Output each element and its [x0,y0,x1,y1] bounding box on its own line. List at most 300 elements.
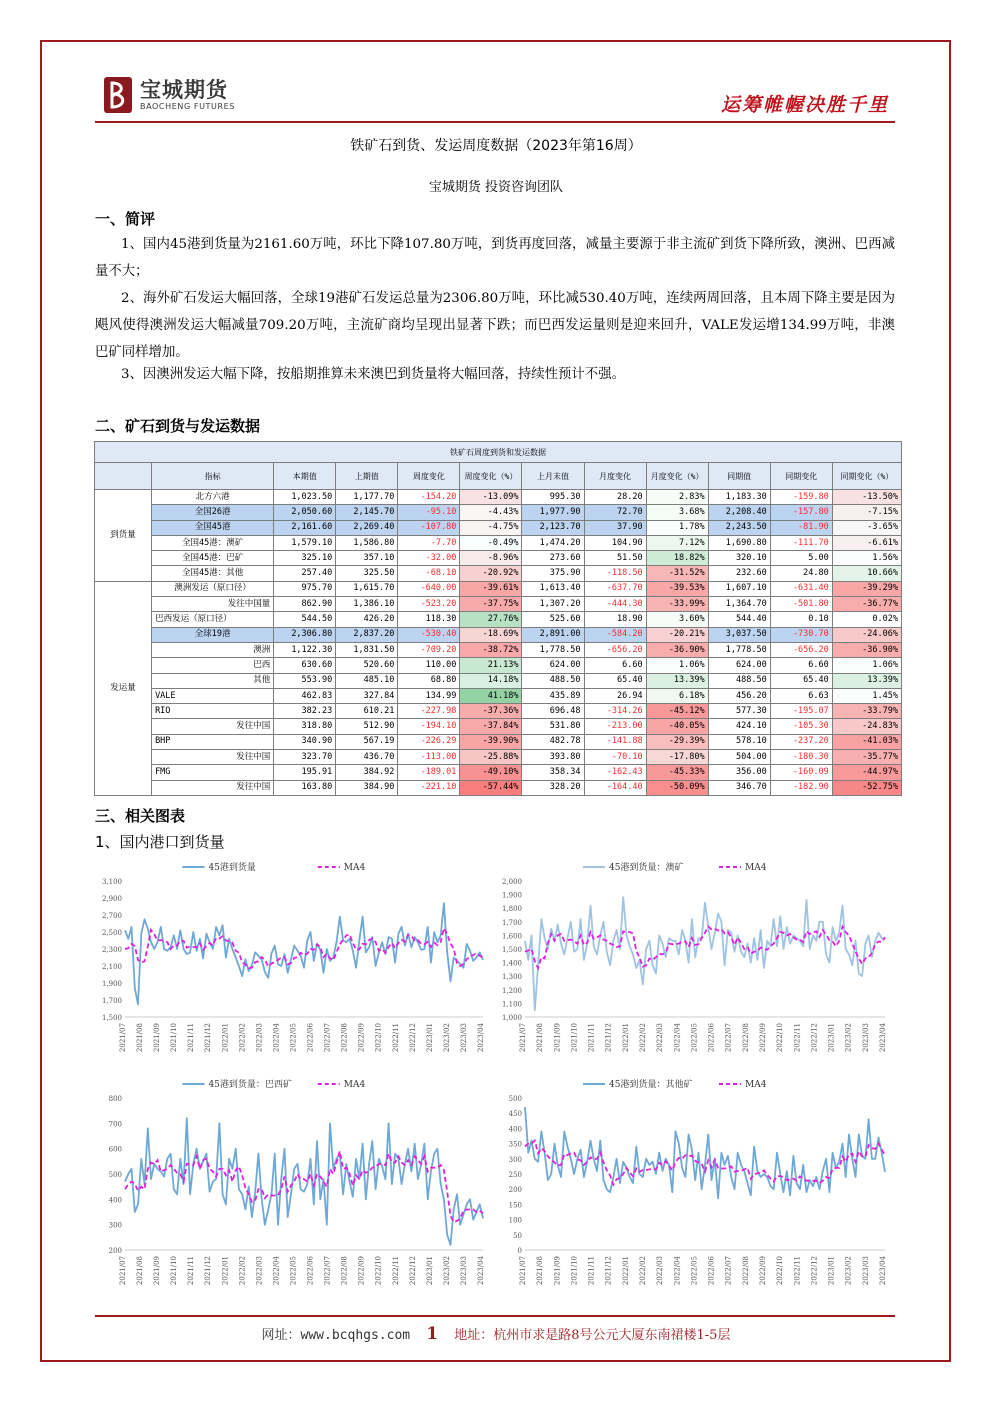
x-tick-label: 2021/08 [136,1023,145,1053]
x-tick-label: 2021/11 [587,1023,596,1053]
table-value-cell: 975.70 [274,581,336,596]
table-value-cell: 18.82% [646,551,708,566]
table-value-cell: 1,778.50 [522,642,584,657]
table-header-group [95,463,152,490]
table-value-cell: -154.20 [398,490,460,505]
logo-en-text: BAOCHENG FUTURES [140,102,235,111]
x-tick-label: 2022/12 [408,1023,417,1053]
footer-website: 网址：www.bcqhgs.com [261,1328,411,1343]
table-value-cell: -31.52% [646,566,708,581]
x-tick-label: 2022/06 [707,1256,716,1286]
data-table-wrapper [94,441,902,797]
y-tick-label: 2,900 [101,895,122,903]
x-tick-label: 2023/02 [844,1256,853,1286]
x-tick-label: 2023/02 [442,1023,451,1053]
legend-label: MA4 [343,863,366,873]
table-value-cell: 1.06% [646,658,708,673]
table-caption: 铁矿石周度到货和发运数据 [95,442,902,463]
x-tick-label: 2022/07 [724,1256,733,1286]
x-tick-label: 2022/05 [289,1023,298,1053]
x-tick-label: 2022/03 [255,1023,264,1053]
section-heading-comment: 一、简评 [95,210,156,228]
table-value-cell: 485.10 [336,673,398,688]
y-tick-label: 1,400 [501,959,522,968]
x-tick-label: 2023/01 [425,1023,434,1053]
table-value-cell: 544.40 [708,612,770,627]
x-tick-label: 2023/04 [879,1023,887,1053]
table-value-cell: 624.00 [708,658,770,673]
x-tick-label: 2022/01 [621,1023,630,1053]
table-value-cell: 1,307.20 [522,597,584,612]
legend-label: MA4 [745,863,767,873]
table-value-cell: 384.92 [336,765,398,780]
table-indicator-cell: 巴西 [152,658,274,673]
table-value-cell: -29.39% [646,734,708,749]
table-value-cell: -39.53% [646,581,708,596]
table-value-cell: 6.60 [770,658,832,673]
table-value-cell: 504.00 [708,750,770,765]
table-value-cell: -6.61% [832,535,901,550]
table-value-cell: 1,586.80 [336,535,398,550]
table-value-cell: 393.80 [522,750,584,765]
table-value-cell: 1,386.10 [336,597,398,612]
y-tick-label: 2,500 [101,929,122,937]
table-value-cell: 544.50 [274,612,336,627]
table-value-cell: -111.70 [770,535,832,550]
table-value-cell: 995.30 [522,490,584,505]
table-value-cell: -159.80 [770,490,832,505]
table-indicator-cell: 澳洲 [152,642,274,657]
table-indicator-cell: 其他 [152,673,274,688]
table-value-cell: 624.00 [522,658,584,673]
table-value-cell: 1,122.30 [274,642,336,657]
x-tick-label: 2022/01 [221,1023,230,1053]
table-row [95,535,902,550]
table-value-cell: -18.69% [460,627,522,642]
x-tick-label: 2022/02 [238,1256,247,1286]
x-tick-label: 2022/09 [357,1256,366,1286]
table-indicator-cell: 澳洲发运（原口径） [152,581,274,596]
table-row [95,734,902,749]
x-tick-label: 2023/03 [861,1256,870,1286]
table-row [95,627,902,642]
table-value-cell: -194.10 [398,719,460,734]
table-value-cell: -118.50 [584,566,646,581]
table-value-cell: 2,837.20 [336,627,398,642]
table-value-cell: -113.00 [398,750,460,765]
table-value-cell: -20.92% [460,566,522,581]
table-value-cell: 1,778.50 [708,642,770,657]
table-value-cell: -3.65% [832,520,901,535]
table-row [95,780,902,795]
table-value-cell: -8.96% [460,551,522,566]
y-tick-label: 800 [108,1095,122,1103]
x-tick-label: 2022/10 [374,1023,383,1053]
table-value-cell: 567.19 [336,734,398,749]
table-value-cell: 356.00 [708,765,770,780]
table-value-cell: 531.80 [522,719,584,734]
table-value-cell: 2.83% [646,490,708,505]
y-tick-label: 1,700 [101,997,122,1005]
series-line-main [525,1107,885,1198]
table-header-row [95,463,902,490]
y-tick-label: 1,500 [501,946,522,954]
table-header-cell: 周度变化 [398,463,460,490]
table-header-cell: 同期值 [708,463,770,490]
table-value-cell: -189.01 [398,765,460,780]
table-value-cell: -444.30 [584,597,646,612]
table-value-cell: 357.10 [336,551,398,566]
page-number: 1 [426,1324,439,1344]
table-indicator-cell: FMG [152,765,274,780]
section-heading-charts: 三、相关图表 [95,807,186,825]
comment-paragraph-3: 3、因澳洲发运大幅下降，按船期推算未来澳巴到货量将大幅回落，持续性预计不强。 [121,367,625,382]
y-tick-label: 600 [108,1145,122,1154]
table-value-cell: -7.70 [398,535,460,550]
y-tick-label: 1,200 [501,986,522,995]
logo-cn-text: 宝城期货 [140,77,228,102]
table-value-cell: -213.00 [584,719,646,734]
table-value-cell: 630.60 [274,658,336,673]
table-value-cell: 24.80 [770,566,832,581]
x-tick-label: 2023/04 [879,1256,887,1286]
y-tick-label: 1,100 [501,1000,522,1009]
table-value-cell: 862.90 [274,597,336,612]
table-value-cell: -7.15% [832,505,901,520]
legend-label: MA4 [343,1080,366,1090]
x-tick-label: 2021/07 [519,1256,527,1286]
footer-divider [95,1315,895,1317]
table-value-cell: 72.70 [584,505,646,520]
table-value-cell: -656.20 [584,642,646,657]
table-value-cell: -95.10 [398,505,460,520]
table-row [95,765,902,780]
x-tick-label: 2023/01 [425,1256,434,1286]
table-value-cell: 2,145.70 [336,505,398,520]
table-value-cell: 328.20 [522,780,584,795]
table-value-cell: 110.00 [398,658,460,673]
x-tick-label: 2022/02 [238,1023,247,1053]
table-value-cell: -162.43 [584,765,646,780]
table-value-cell: -105.30 [770,719,832,734]
table-value-cell: -226.29 [398,734,460,749]
header-divider [95,121,895,123]
table-value-cell: -13.50% [832,490,901,505]
table-indicator-cell: 全国45港 [152,520,274,535]
x-tick-label: 2022/12 [810,1023,819,1053]
table-row [95,490,902,505]
table-value-cell: -709.20 [398,642,460,657]
table-value-cell: -70.10 [584,750,646,765]
table-value-cell: 37.90 [584,520,646,535]
table-value-cell: 2,243.50 [708,520,770,535]
table-value-cell: 2,306.80 [274,627,336,642]
table-value-cell: -730.70 [770,627,832,642]
x-tick-label: 2022/01 [621,1256,630,1286]
y-tick-label: 400 [508,1125,522,1134]
table-value-cell: 65.40 [584,673,646,688]
x-tick-label: 2022/03 [656,1023,665,1053]
table-value-cell: -37.75% [460,597,522,612]
x-tick-label: 2022/04 [272,1256,281,1286]
x-tick-label: 2021/08 [536,1256,545,1286]
table-value-cell: -44.97% [832,765,901,780]
y-tick-label: 1,800 [501,905,522,914]
table-value-cell: 375.90 [522,566,584,581]
table-value-cell: -523.20 [398,597,460,612]
table-value-cell: 6.18% [646,688,708,703]
table-value-cell: -631.40 [770,581,832,596]
x-tick-label: 2022/08 [340,1023,349,1053]
y-tick-label: 200 [508,1186,522,1195]
table-value-cell: 257.40 [274,566,336,581]
y-tick-label: 1,900 [101,980,122,988]
x-tick-label: 2022/03 [255,1256,264,1286]
table-value-cell: -39.29% [832,581,901,596]
table-value-cell: -39.90% [460,734,522,749]
table-indicator-cell: BHP [152,734,274,749]
table-value-cell: 1,579.10 [274,535,336,550]
x-tick-label: 2022/05 [289,1256,298,1286]
table-row [95,688,902,703]
x-tick-label: 2022/09 [759,1256,767,1286]
table-value-cell: -195.07 [770,704,832,719]
table-value-cell: 346.70 [708,780,770,795]
x-tick-label: 2022/07 [323,1256,332,1286]
legend-label: 45港到货量：澳矿 [609,863,684,873]
table-value-cell: 340.90 [274,734,336,749]
table-value-cell: 21.13% [460,658,522,673]
table-row [95,673,902,688]
table-indicator-cell: 发往中国 [152,750,274,765]
x-tick-label: 2021/11 [187,1023,196,1053]
x-tick-label: 2022/08 [340,1256,349,1286]
table-header-cell: 周度变化（%） [460,463,522,490]
table-value-cell: -52.75% [832,780,901,795]
table-indicator-cell: 全国26港 [152,505,274,520]
table-value-cell: -221.10 [398,780,460,795]
chart-45-port-arrivals [95,855,493,1067]
y-tick-label: 1,600 [501,932,522,941]
table-value-cell: -107.80 [398,520,460,535]
table-value-cell: -33.99% [646,597,708,612]
table-value-cell: -37.84% [460,719,522,734]
legend-label: 45港到货量：巴西矿 [208,1080,292,1090]
table-value-cell: 2,269.40 [336,520,398,535]
x-tick-label: 2022/03 [656,1256,665,1286]
x-tick-label: 2021/10 [570,1023,579,1053]
table-value-cell: 456.20 [708,688,770,703]
table-value-cell: 2,208.40 [708,505,770,520]
table-indicator-cell: 全国45港：其他 [152,566,274,581]
table-group-cell: 发运量 [95,581,152,795]
x-tick-label: 2021/07 [519,1023,527,1053]
table-value-cell: 0.02% [832,612,901,627]
x-tick-label: 2021/12 [604,1256,613,1286]
x-tick-label: 2022/04 [272,1023,281,1053]
x-tick-label: 2021/10 [170,1256,179,1286]
chart-45-port-arrivals-other [495,1072,895,1300]
table-value-cell: 195.91 [274,765,336,780]
table-value-cell: -656.20 [770,642,832,657]
x-tick-label: 2022/04 [673,1023,682,1053]
table-value-cell: 6.63 [770,688,832,703]
table-value-cell: -237.20 [770,734,832,749]
table-indicator-cell: 巴西发运（原口径） [152,612,274,627]
y-tick-label: 450 [508,1110,522,1119]
x-tick-label: 2021/09 [153,1256,162,1286]
table-value-cell: 610.21 [336,704,398,719]
table-row [95,566,902,581]
x-tick-label: 2022/11 [793,1023,802,1053]
table-value-cell: -36.77% [832,597,901,612]
table-value-cell: -157.80 [770,505,832,520]
x-tick-label: 2021/07 [119,1023,127,1053]
chart-legend [182,1078,365,1090]
table-header-cell: 上期值 [336,463,398,490]
y-tick-label: 3,100 [101,878,122,886]
table-value-cell: 424.10 [708,719,770,734]
table-header-cell: 月度变化 [584,463,646,490]
table-value-cell: 26.94 [584,688,646,703]
x-tick-label: 2022/05 [690,1023,699,1053]
table-value-cell: 1.78% [646,520,708,535]
table-value-cell: -13.09% [460,490,522,505]
chart-legend [583,861,767,873]
chart-legend [182,861,365,873]
table-value-cell: 18.90 [584,612,646,627]
y-tick-label: 150 [508,1201,522,1210]
x-tick-label: 2023/02 [844,1023,853,1053]
x-tick-label: 2022/10 [776,1256,785,1286]
table-value-cell: -314.26 [584,704,646,719]
table-value-cell: -182.90 [770,780,832,795]
y-tick-label: 300 [108,1221,122,1230]
table-row [95,719,902,734]
table-value-cell: 327.84 [336,688,398,703]
table-value-cell: -37.36% [460,704,522,719]
x-tick-label: 2022/10 [374,1256,383,1286]
table-indicator-cell: 发往中国量 [152,597,274,612]
table-header-cell: 本期值 [274,463,336,490]
x-tick-label: 2022/06 [707,1023,716,1053]
table-value-cell: 3,037.50 [708,627,770,642]
x-tick-label: 2021/12 [204,1023,213,1053]
table-value-cell: 1,177.70 [336,490,398,505]
table-value-cell: 426.20 [336,612,398,627]
table-value-cell: 28.20 [584,490,646,505]
x-tick-label: 2022/02 [639,1256,647,1286]
table-header-cell: 月度变化（%） [646,463,708,490]
x-tick-label: 2023/02 [442,1256,451,1286]
table-value-cell: 1,690.80 [708,535,770,550]
ore-data-table [94,441,902,796]
table-value-cell: 318.80 [274,719,336,734]
report-author: 宝城期货 投资咨询团队 [428,180,564,195]
y-tick-label: 1,000 [501,1014,522,1022]
table-value-cell: 525.60 [522,612,584,627]
x-tick-label: 2022/01 [221,1256,230,1286]
table-value-cell: 232.60 [708,566,770,581]
table-value-cell: 68.80 [398,673,460,688]
x-tick-label: 2022/11 [391,1023,400,1053]
table-indicator-cell: RIO [152,704,274,719]
footer-address: 地址：杭州市求是路8号公元大厦东南裙楼1-5层 [454,1328,731,1343]
table-value-cell: -40.05% [646,719,708,734]
x-tick-label: 2022/10 [776,1023,785,1053]
chart-legend [583,1078,767,1090]
table-row [95,520,902,535]
x-tick-label: 2023/01 [827,1023,836,1053]
y-tick-label: 500 [508,1095,522,1103]
table-value-cell: -20.21% [646,627,708,642]
table-value-cell: -45.33% [646,765,708,780]
table-indicator-cell: 全国45港：巴矿 [152,551,274,566]
y-tick-label: 1,900 [501,891,522,900]
table-indicator-cell: 北方六港 [152,490,274,505]
table-value-cell: 320.10 [708,551,770,566]
table-value-cell: 325.10 [274,551,336,566]
table-row [95,750,902,765]
table-group-cell: 到货量 [95,490,152,582]
table-value-cell: -36.90% [646,642,708,657]
table-value-cell: 1,183.30 [708,490,770,505]
table-value-cell: 384.90 [336,780,398,795]
table-value-cell: 2,161.60 [274,520,336,535]
comment-paragraph-2: 2、海外矿石发运大幅回落，全球19港矿石发运总量为2306.80万吨，环比减530.40万吨，连续两周回落，且本周下降主要是因为飓风使得澳洲发运大幅减量709.20万吨，主流矿商均呈现出显著下跌；而巴西发运量则是迎来回升，VALE发运增134.99万吨，非澳巴矿同样增加。 [95,291,895,360]
table-value-cell: 104.90 [584,535,646,550]
table-indicator-cell: 全球19港 [152,627,274,642]
y-tick-label: 2,300 [101,946,122,954]
table-value-cell: -530.40 [398,627,460,642]
x-tick-label: 2021/09 [153,1023,162,1053]
table-value-cell: 0.10 [770,612,832,627]
y-tick-label: 2,100 [101,963,122,971]
table-value-cell: 462.83 [274,688,336,703]
table-indicator-cell: 发往中国 [152,719,274,734]
table-indicator-cell: 发往中国 [152,780,274,795]
table-value-cell: -141.88 [584,734,646,749]
x-tick-label: 2023/03 [459,1023,468,1053]
table-row [95,704,902,719]
y-tick-label: 350 [508,1140,522,1149]
table-value-cell: -24.06% [832,627,901,642]
table-value-cell: 27.76% [460,612,522,627]
table-row [95,597,902,612]
table-value-cell: 118.30 [398,612,460,627]
table-value-cell: 1,607.10 [708,581,770,596]
table-value-cell: 696.48 [522,704,584,719]
table-value-cell: -637.70 [584,581,646,596]
table-header-cell: 同期变化 [770,463,832,490]
table-value-cell: -24.83% [832,719,901,734]
table-value-cell: 65.40 [770,673,832,688]
table-value-cell: 1,023.50 [274,490,336,505]
table-value-cell: -33.79% [832,704,901,719]
table-value-cell: 6.60 [584,658,646,673]
x-tick-label: 2022/11 [391,1256,400,1286]
x-tick-label: 2023/01 [827,1256,836,1286]
table-value-cell: 488.50 [708,673,770,688]
table-value-cell: -36.90% [832,642,901,657]
table-value-cell: 382.23 [274,704,336,719]
table-value-cell: 553.90 [274,673,336,688]
table-row [95,642,902,657]
y-tick-label: 50 [513,1231,522,1240]
y-tick-label: 2,000 [501,878,522,886]
table-value-cell: -38.72% [460,642,522,657]
table-value-cell: -584.20 [584,627,646,642]
